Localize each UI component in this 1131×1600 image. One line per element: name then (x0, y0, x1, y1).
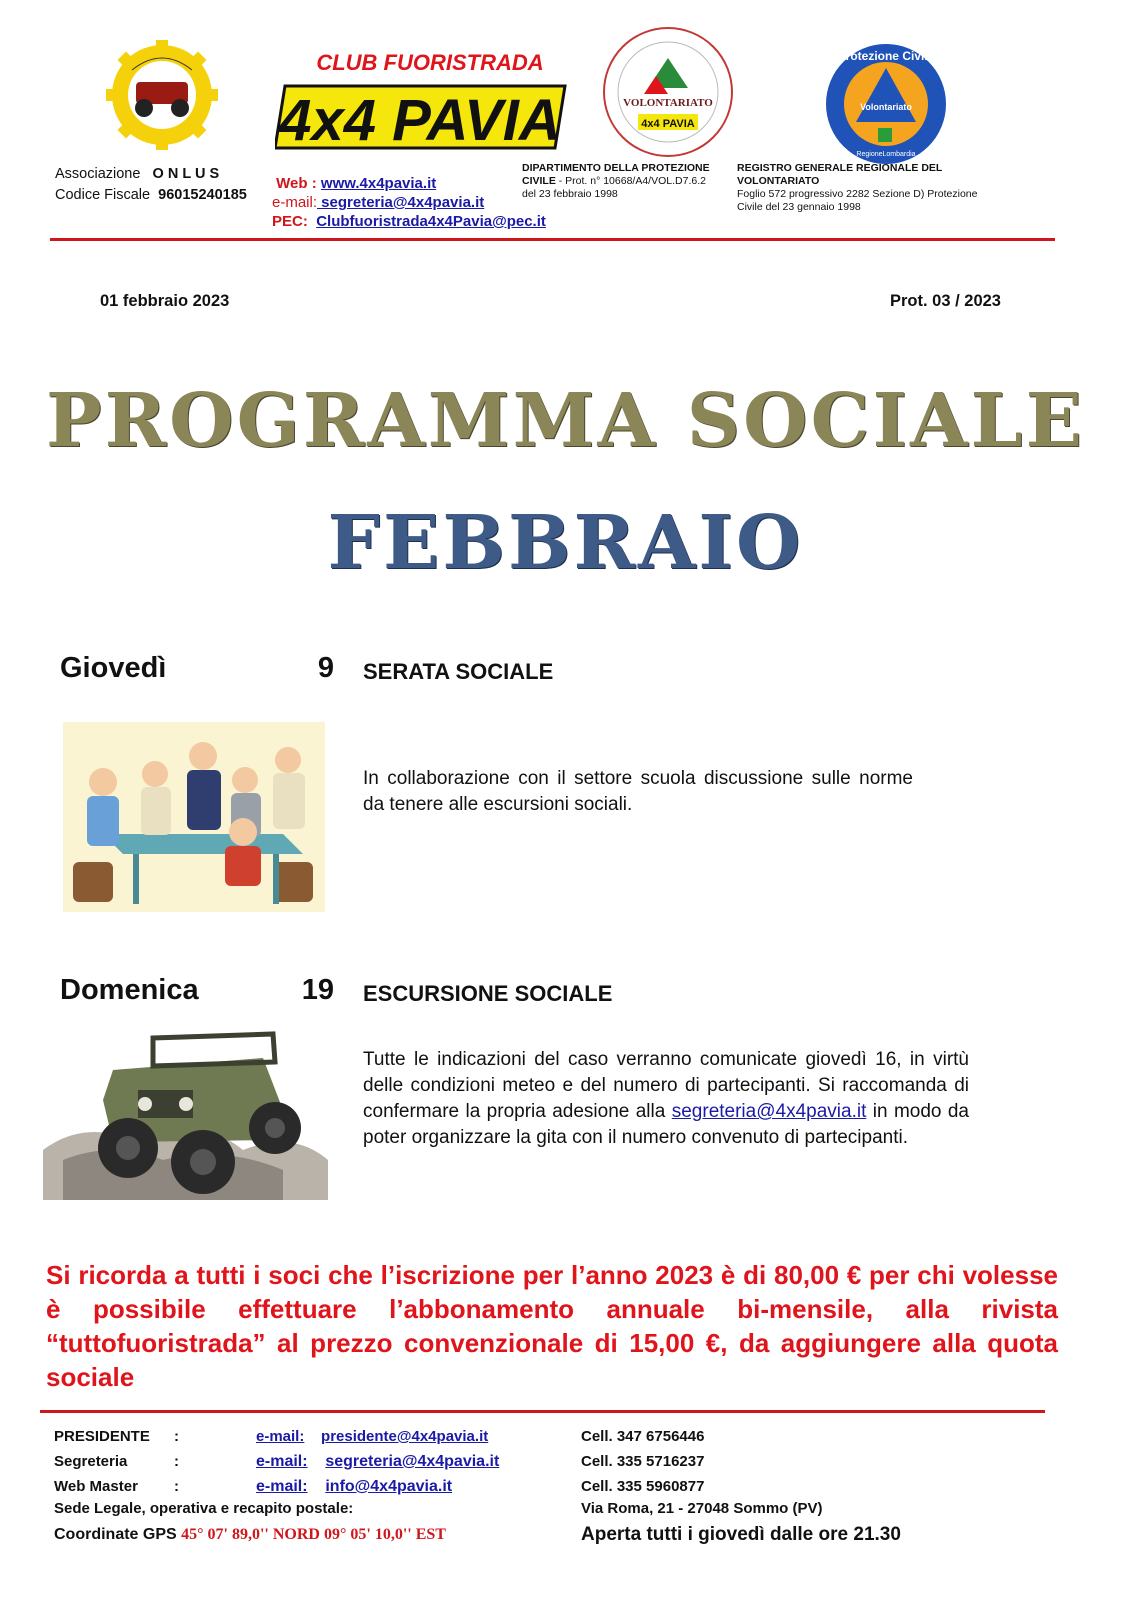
address: Via Roma, 21 - 27048 Sommo (PV) (581, 1500, 823, 1517)
contact-email[interactable] (256, 1428, 488, 1445)
contact-email-value[interactable]: presidente@4x4pavia.it (321, 1428, 489, 1445)
contact-role: PRESIDENTE (54, 1428, 150, 1445)
registro-info (737, 162, 982, 214)
contact-sep: : (174, 1453, 179, 1470)
svg-text:CLUB FUORISTRADA: CLUB FUORISTRADA (316, 50, 544, 75)
gps-value: 45° 07' 89,0'' NORD 09° 05' 10,0'' EST (181, 1526, 446, 1543)
document-date: 01 febbraio 2023 (100, 292, 230, 310)
pec-link[interactable]: Clubfuoristrada4x4Pavia@pec.it (316, 213, 546, 230)
cf-label: Codice Fiscale (55, 187, 151, 203)
contact-row (54, 1478, 179, 1495)
web-contacts (272, 174, 546, 231)
contact-email-value[interactable]: info@4x4pavia.it (325, 1478, 453, 1495)
header-divider (50, 238, 1055, 241)
contact-email-label[interactable]: e-mail: (256, 1478, 308, 1495)
volontariato-logo (598, 22, 738, 162)
svg-text:VOLONTARIATO: VOLONTARIATO (623, 97, 713, 109)
event-day: Giovedì (60, 652, 167, 684)
event-number: 9 (317, 652, 334, 684)
contact-cell: Cell. 335 5960877 (581, 1478, 705, 1495)
contact-role: Web Master (54, 1478, 138, 1495)
event-email-link[interactable]: segreteria@4x4pavia.it (671, 1101, 867, 1122)
email-label: e-mail: (272, 194, 318, 211)
gps-label: Coordinate GPS (54, 1526, 177, 1543)
svg-text:4x4 PAVIA: 4x4 PAVIA (279, 88, 561, 153)
event-description-text-2: in modo da poter organizzare la gita con il numero convenuto di partecipanti. (363, 1101, 970, 1148)
event-description (363, 1047, 969, 1151)
contact-sep: : (174, 1428, 179, 1445)
title-month: FEBBRAIO (327, 500, 804, 586)
svg-text:Protezione Civile: Protezione Civile (837, 49, 935, 63)
gps-row (54, 1526, 446, 1544)
contact-cell: Cell. 347 6756446 (581, 1428, 705, 1445)
sede-label: Sede Legale, operativa e recapito postale: (54, 1500, 354, 1517)
reg-detail: Foglio 572 progressivo 2282 Sezione D) Protezione Civile del 23 gennaio 1998 (737, 188, 978, 213)
pec-label: PEC: (272, 213, 308, 230)
event-description-text: Tutte le indicazioni del caso verranno comunicate giovedì 16, in virtù delle condizioni meteo e del numero di partecipanti. Si raccomanda di confermare la propria adesione alla (363, 1049, 969, 1122)
membership-reminder: Si ricorda a tutti i soci che l’iscrizione per l’anno 2023 è di 80,00 € per chi volesse è possibile effettuare l’abbonamento annuale bi-mensile, alla rivista “tuttofuoristrada” al prezzo convenzionale di 15,00 €, da aggiungere alla quota sociale (46, 1260, 1058, 1392)
contact-cell: Cell. 335 5716237 (581, 1453, 705, 1470)
event-description: In collaborazione con il settore scuola discussione sulle norme da tenere alle escursioni sociali. (363, 768, 913, 815)
jeep-illustration (43, 1030, 328, 1200)
web-label: Web : (276, 175, 317, 192)
svg-text:4x4 PAVIA: 4x4 PAVIA (641, 118, 695, 130)
web-link[interactable]: www.4x4pavia.it (320, 175, 437, 192)
event-title: SERATA SOCIALE (363, 659, 554, 684)
contact-email-label[interactable]: e-mail: (256, 1428, 305, 1445)
protezione-civile-logo (822, 40, 950, 168)
club-title-logo (275, 48, 575, 158)
assoc-label: Associazione (55, 166, 141, 182)
title-programma-sociale: PROGRAMMA SOCIALE (46, 378, 1085, 464)
contact-row (54, 1428, 179, 1445)
protocol-number: Prot. 03 / 2023 (890, 292, 1001, 310)
contact-sep: : (174, 1478, 179, 1495)
contact-email[interactable] (256, 1478, 452, 1496)
event-day: Domenica (60, 974, 199, 1006)
opening-hours: Aperta tutti i giovedì dalle ore 21.30 (581, 1524, 901, 1545)
svg-text:RegioneLombardia: RegioneLombardia (856, 151, 916, 158)
gear-logo (92, 40, 232, 150)
footer-divider (40, 1410, 1045, 1413)
contact-email-value[interactable]: segreteria@4x4pavia.it (325, 1453, 500, 1470)
cf-value: 96015240185 (158, 187, 247, 203)
meeting-illustration (63, 722, 325, 912)
dipartimento-info (522, 162, 722, 201)
event-number: 19 (301, 974, 334, 1006)
contact-row (54, 1453, 179, 1470)
reg-title: REGISTRO GENERALE REGIONALE DEL VOLONTARIATO (737, 162, 943, 187)
contact-email[interactable] (256, 1453, 499, 1471)
contact-role: Segreteria (54, 1453, 128, 1470)
event-title: ESCURSIONE SOCIALE (363, 981, 613, 1006)
association-info (55, 164, 247, 206)
dip-detail: - Prot. n° 10668/A4/VOL.D7.6.2 del 23 febbraio 1998 (522, 175, 706, 200)
svg-text:Volontariato: Volontariato (860, 102, 912, 112)
email-link[interactable]: segreteria@4x4pavia.it (317, 194, 485, 211)
dip-title: DIPARTIMENTO DELLA PROTEZIONE CIVILE (522, 162, 710, 187)
assoc-value: O N L U S (152, 166, 220, 182)
contact-email-label[interactable]: e-mail: (256, 1453, 308, 1470)
